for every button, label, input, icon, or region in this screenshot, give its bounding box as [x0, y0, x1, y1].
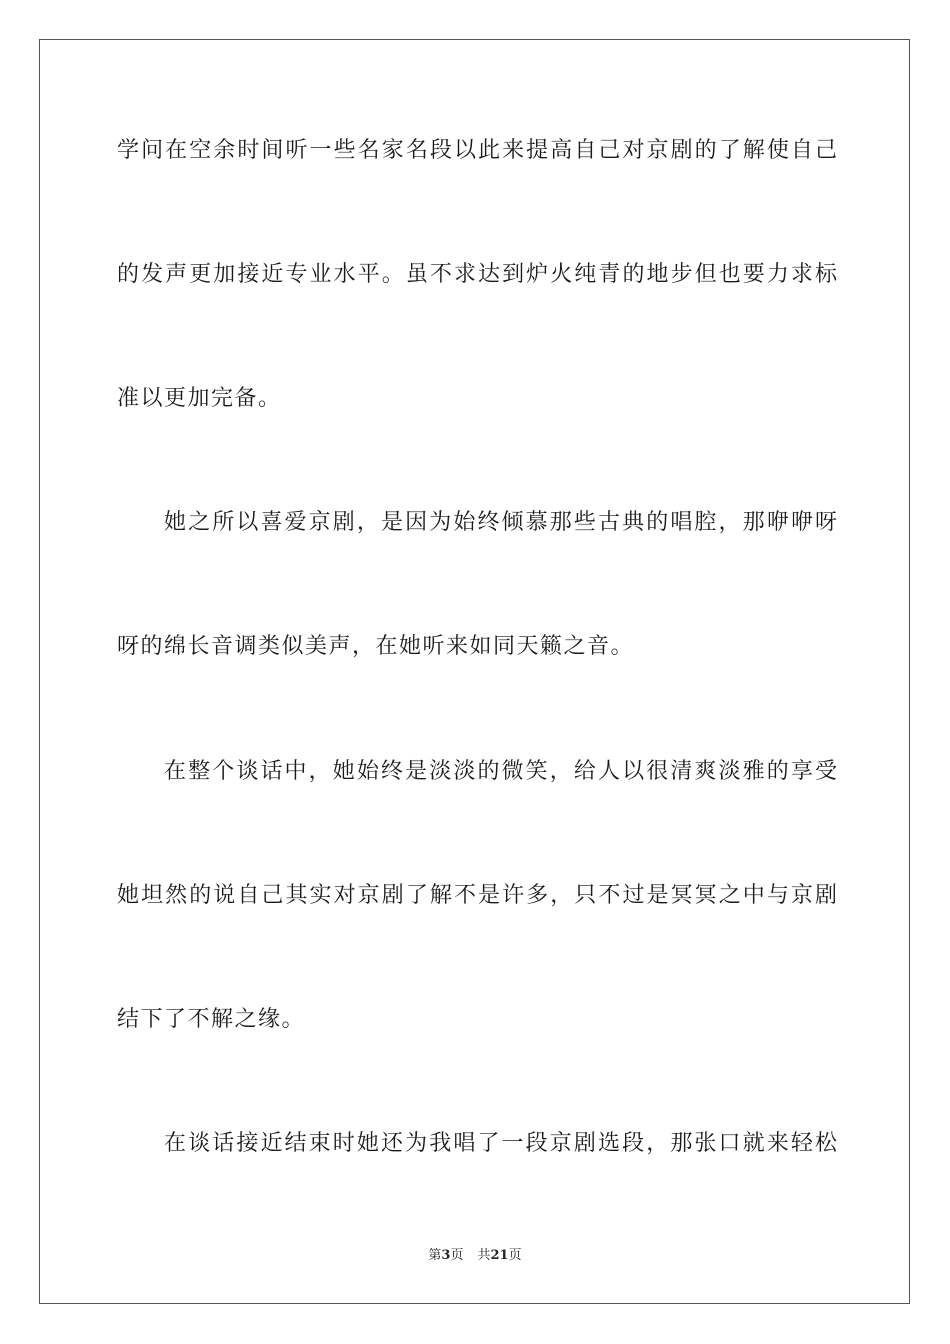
text-line: 学问在空余时间听一些名家名段以此来提高自己对京剧的了解使自己 — [117, 138, 837, 163]
text-line: 的发声更加接近专业水平。虽不求达到炉火纯青的地步但也要力求标 — [117, 262, 837, 287]
text-line: 结下了不解之缘。 — [117, 1007, 306, 1032]
paragraph-first-line: 在谈话接近结束时她还为我唱了一段京剧选段，那张口就来轻松 — [164, 1131, 837, 1156]
text-line: 准以更加完备。 — [117, 386, 282, 411]
page-suffix: 页 — [450, 1248, 464, 1263]
total-suffix: 页 — [508, 1248, 522, 1263]
page-prefix: 第 — [428, 1248, 442, 1263]
total-pages: 21 — [490, 1248, 509, 1263]
page-number: 3 — [441, 1248, 451, 1263]
text-line: 她坦然的说自己其实对京剧了解不是许多，只不过是冥冥之中与京剧 — [117, 883, 837, 908]
text-line: 呀的绵长音调类似美声，在她听来如同天籁之音。 — [117, 634, 635, 659]
paragraph-first-line: 在整个谈话中，她始终是淡淡的微笑，给人以很清爽淡雅的享受 — [164, 759, 837, 784]
page-footer — [0, 1247, 950, 1265]
total-prefix: 共 — [477, 1248, 491, 1263]
paragraph-first-line: 她之所以喜爱京剧，是因为始终倾慕那些古典的唱腔，那咿咿呀 — [164, 510, 837, 535]
page-border — [39, 39, 910, 1304]
